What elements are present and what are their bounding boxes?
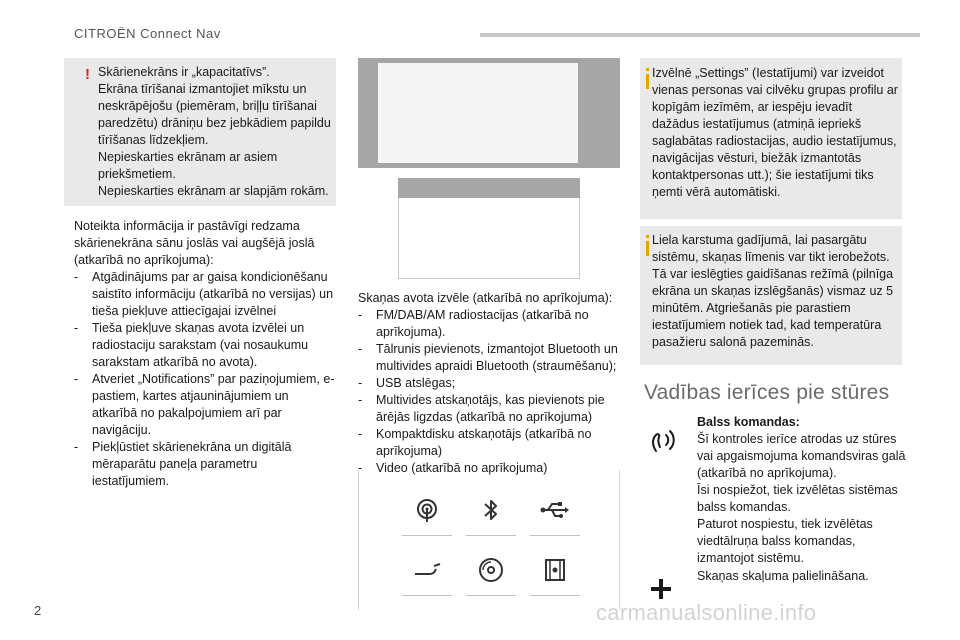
list-item: - Kompaktdisku atskaņotājs (atkarībā no aprīkojuma) bbox=[358, 426, 620, 460]
source-menu-header-illustration bbox=[398, 178, 580, 198]
info-bar-list bbox=[74, 269, 336, 490]
source-menu-illustration bbox=[398, 198, 580, 279]
watermark: carmanualsonline.info bbox=[596, 600, 817, 625]
video-icon bbox=[527, 550, 583, 590]
list-item: - Video (atkarībā no aprīkojuma) bbox=[358, 460, 620, 477]
usb-icon bbox=[527, 490, 583, 530]
document-header-title: CITROËN Connect Nav bbox=[74, 26, 221, 41]
voice-command-icon bbox=[648, 425, 680, 460]
warning-text: Skārienekrāns ir „kapacitatīvs”. Ekrāna tīrīšanai izmantojiet mīkstu un neskrāpējošu (piemēram, briļļu tīrīšanai paredzētu) drāniņu bez jebkādiem papildu tīrīšanas līdzekļiem. Nepieskarties ekrānam ar asiem priekšmetiem. Nepieskarties ekrānam ar slapjām rokām. bbox=[98, 65, 331, 198]
source-selection-intro: Skaņas avota izvēle (atkarībā no aprīkojuma): bbox=[358, 291, 613, 305]
settings-info-text: Izvēlnē „Settings” (Iestatījumi) var izveidot vienas personas vai cilvēku grupas profilu ar kopīgām iezīmēm, ar iespēju ievadīt dažādus iestatījumus (atmiņā iepriekš saglabātas radiostacijas, audio iestatījumus, navigācijas vēsturi, biežāk izmantotās kontaktpersonas utt.); šie iestatījumi tiks ņemti vērā automātiski. bbox=[652, 66, 898, 199]
heat-info-text: Liela karstuma gadījumā, lai pasargātu sistēmu, skaņas līmenis var tikt ierobežots. Tā var ieslēgties gaidīšanas režīmā (pilnīga ekrāna un skaņas izslēgšanās) vismaz uz 5 minūtēm. Atgriešanās pie parastiem iestatījumiem notiek tad, kad temperatūra pasažieru salonā pazeminās. bbox=[652, 233, 894, 349]
aux-cable-icon bbox=[399, 550, 455, 590]
list-item: - Atgādinājums par ar gaisa kondicionēšanu saistīto informāciju (atkarībā no versijas) un tieša piekļuve attiecīgajai izvēlnei bbox=[74, 269, 336, 320]
list-item: - Tālrunis pievienots, izmantojot Bluetooth un multivides apraidi Bluetooth (straumēšanu); bbox=[358, 341, 620, 375]
radio-icon bbox=[399, 490, 455, 530]
cd-icon bbox=[463, 550, 519, 590]
source-icons-panel bbox=[358, 470, 620, 610]
bluetooth-icon bbox=[463, 490, 519, 530]
info-icon bbox=[646, 241, 649, 256]
list-item: - USB atslēgas; bbox=[358, 375, 620, 392]
volume-up-text: Skaņas skaļuma palielināšana. bbox=[697, 569, 869, 583]
list-item: - Multivides atskaņotājs, kas pievienots pie ārējās ligzdas (atkarībā no aprīkojuma) bbox=[358, 392, 620, 426]
list-item: - FM/DAB/AM radiostacijas (atkarībā no aprīkojuma). bbox=[358, 307, 620, 341]
header-divider bbox=[480, 33, 920, 37]
section-title: Vadības ierīces pie stūres bbox=[644, 381, 890, 404]
voice-command-description: Šī kontroles ierīce atrodas uz stūres vai apgaismojuma komandsviras galā (atkarībā no aprīkojuma). Īsi nospiežot, tiek izvēlētas sistēmas balss komandas. Paturot nospiestu, tiek izvēlētas viedtālruņa balss komandas, izmantojot sistēmu. bbox=[697, 432, 906, 565]
page-number: 2 bbox=[34, 603, 42, 618]
list-item: - Tieša piekļuve skaņas avota izvēlei un radiostaciju sarakstam (vai nosaukumu sarakstam atkarībā no avota). bbox=[74, 320, 336, 371]
warning-icon: ! bbox=[85, 66, 90, 83]
list-item: - Atveriet „Notifications” par paziņojumiem, e-pastiem, kartes atjauninājumiem un atkarībā no pakalpojumiem arī par navigāciju. bbox=[74, 371, 336, 439]
info-bar-intro: Noteikta informācija ir pastāvīgi redzama skārienekrāna sānu joslās vai augšējā joslā (atkarībā no aprīkojuma): bbox=[74, 219, 315, 267]
voice-command-heading: Balss komandas: bbox=[697, 415, 800, 429]
source-list bbox=[358, 307, 620, 477]
list-item: - Piekļūstiet skārienekrāna un digitālā mēraparātu paneļa parametru iestatījumiem. bbox=[74, 439, 336, 490]
info-icon bbox=[646, 74, 649, 89]
voice-command-text bbox=[697, 414, 907, 567]
screen-illustration bbox=[358, 58, 620, 168]
screen-panel bbox=[378, 63, 578, 163]
